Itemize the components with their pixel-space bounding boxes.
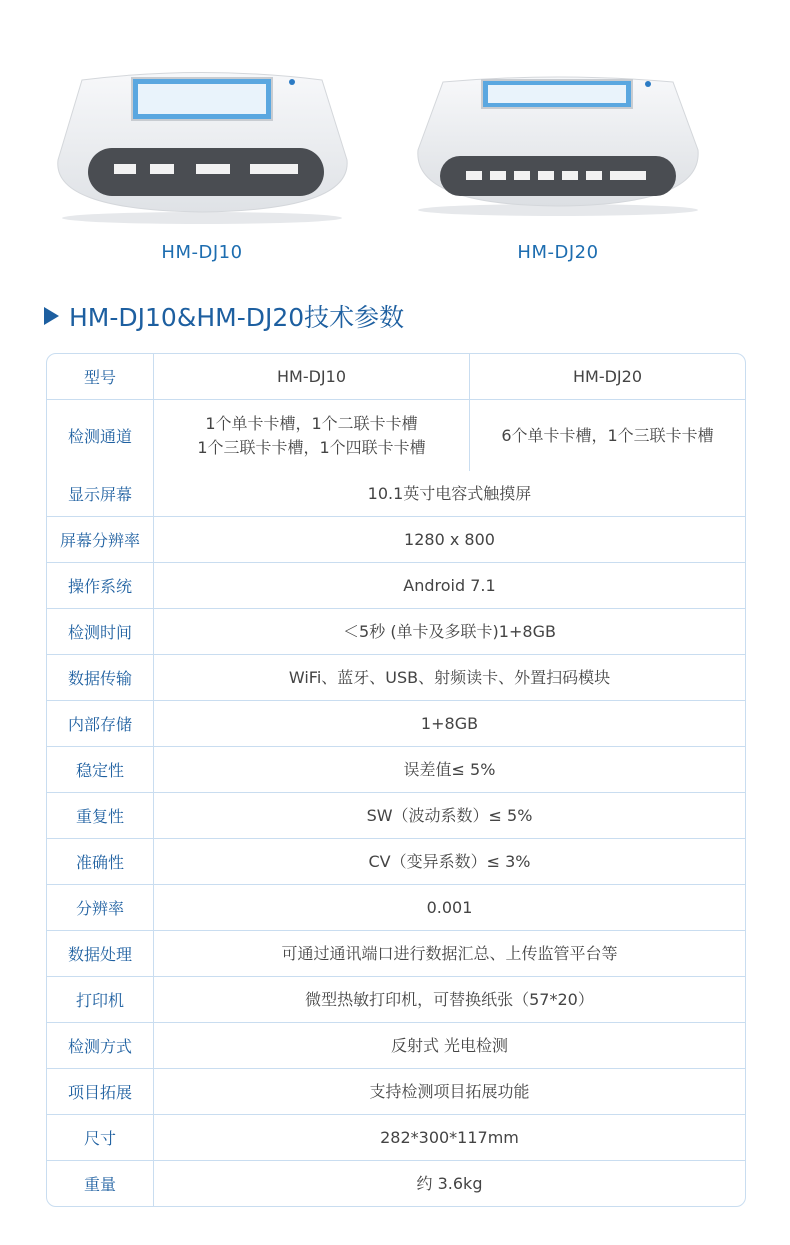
row-label: 显示屏幕	[47, 471, 154, 516]
product-hm-dj10	[42, 60, 362, 275]
section-title	[44, 296, 404, 336]
device-hm-dj10-image	[42, 60, 362, 225]
product-label: HM-DJ20	[517, 242, 599, 263]
section-title-text: HM-DJ10&HM-DJ20技术参数	[69, 303, 405, 332]
row-value: Android 7.1	[403, 575, 496, 595]
row-label: 检测时间	[47, 609, 154, 654]
row-label: 屏幕分辨率	[47, 517, 154, 562]
table-row-channels	[47, 399, 745, 471]
channels-dj10	[154, 400, 470, 471]
table-row	[47, 654, 745, 700]
row-value: CV（变异系数）≤ 3%	[368, 851, 531, 871]
row-value: 反射式 光电检测	[390, 1035, 509, 1055]
row-value: 微型热敏打印机，可替换纸张（57*20）	[305, 989, 594, 1009]
product-label: HM-DJ10	[161, 242, 243, 263]
row-label: 重量	[47, 1161, 154, 1206]
row-value: 282*300*117mm	[380, 1127, 519, 1147]
product-hm-dj20	[398, 60, 718, 275]
row-value: 支持检测项目拓展功能	[369, 1081, 530, 1101]
row-value: 1280 x 800	[404, 529, 495, 549]
product-showcase	[0, 0, 790, 290]
table-row	[47, 562, 745, 608]
row-value: 1+8GB	[420, 713, 479, 733]
table-row	[47, 930, 745, 976]
row-label: 项目拓展	[47, 1069, 154, 1114]
table-row	[47, 1114, 745, 1160]
table-row	[47, 1160, 745, 1206]
row-label: 检测通道	[47, 400, 154, 471]
table-row	[47, 471, 745, 516]
channels-dj20: 6个单卡卡槽，1个三联卡卡槽	[501, 425, 714, 445]
table-header-row	[47, 354, 745, 399]
table-row	[47, 884, 745, 930]
table-row	[47, 700, 745, 746]
row-value: ＜5秒 (单卡及多联卡)1+8GB	[343, 621, 556, 641]
row-label: 分辨率	[47, 885, 154, 930]
row-value: 10.1英寸电容式触摸屏	[367, 483, 532, 503]
model-column-dj10: HM-DJ10	[154, 354, 470, 399]
row-label: 型号	[47, 354, 154, 399]
row-label: 内部存储	[47, 701, 154, 746]
triangle-bullet-icon	[44, 307, 59, 325]
table-row	[47, 1068, 745, 1114]
spec-table	[46, 353, 746, 1207]
row-label: 尺寸	[47, 1115, 154, 1160]
row-label: 检测方式	[47, 1023, 154, 1068]
table-row	[47, 1022, 745, 1068]
table-row	[47, 792, 745, 838]
row-value: 约 3.6kg	[416, 1173, 483, 1193]
row-label: 重复性	[47, 793, 154, 838]
channels-dj10-line2: 1个三联卡卡槽，1个四联卡卡槽	[197, 437, 426, 457]
row-value: SW（波动系数）≤ 5%	[366, 805, 533, 825]
row-label: 数据传输	[47, 655, 154, 700]
row-value: 0.001	[426, 897, 473, 917]
row-label: 准确性	[47, 839, 154, 884]
row-value: 误差值≤ 5%	[403, 759, 496, 779]
row-label: 打印机	[47, 977, 154, 1022]
row-label: 操作系统	[47, 563, 154, 608]
table-row	[47, 976, 745, 1022]
table-row	[47, 608, 745, 654]
device-hm-dj20-image	[398, 60, 718, 225]
row-value: 可通过通讯端口进行数据汇总、上传监管平台等	[281, 943, 618, 963]
row-label: 数据处理	[47, 931, 154, 976]
table-row	[47, 516, 745, 562]
model-column-dj20: HM-DJ20	[572, 366, 642, 386]
table-row	[47, 746, 745, 792]
row-value: WiFi、蓝牙、USB、射频读卡、外置扫码模块	[288, 667, 611, 687]
table-row	[47, 838, 745, 884]
row-label: 稳定性	[47, 747, 154, 792]
channels-dj10-line1: 1个单卡卡槽，1个二联卡卡槽	[205, 413, 418, 433]
